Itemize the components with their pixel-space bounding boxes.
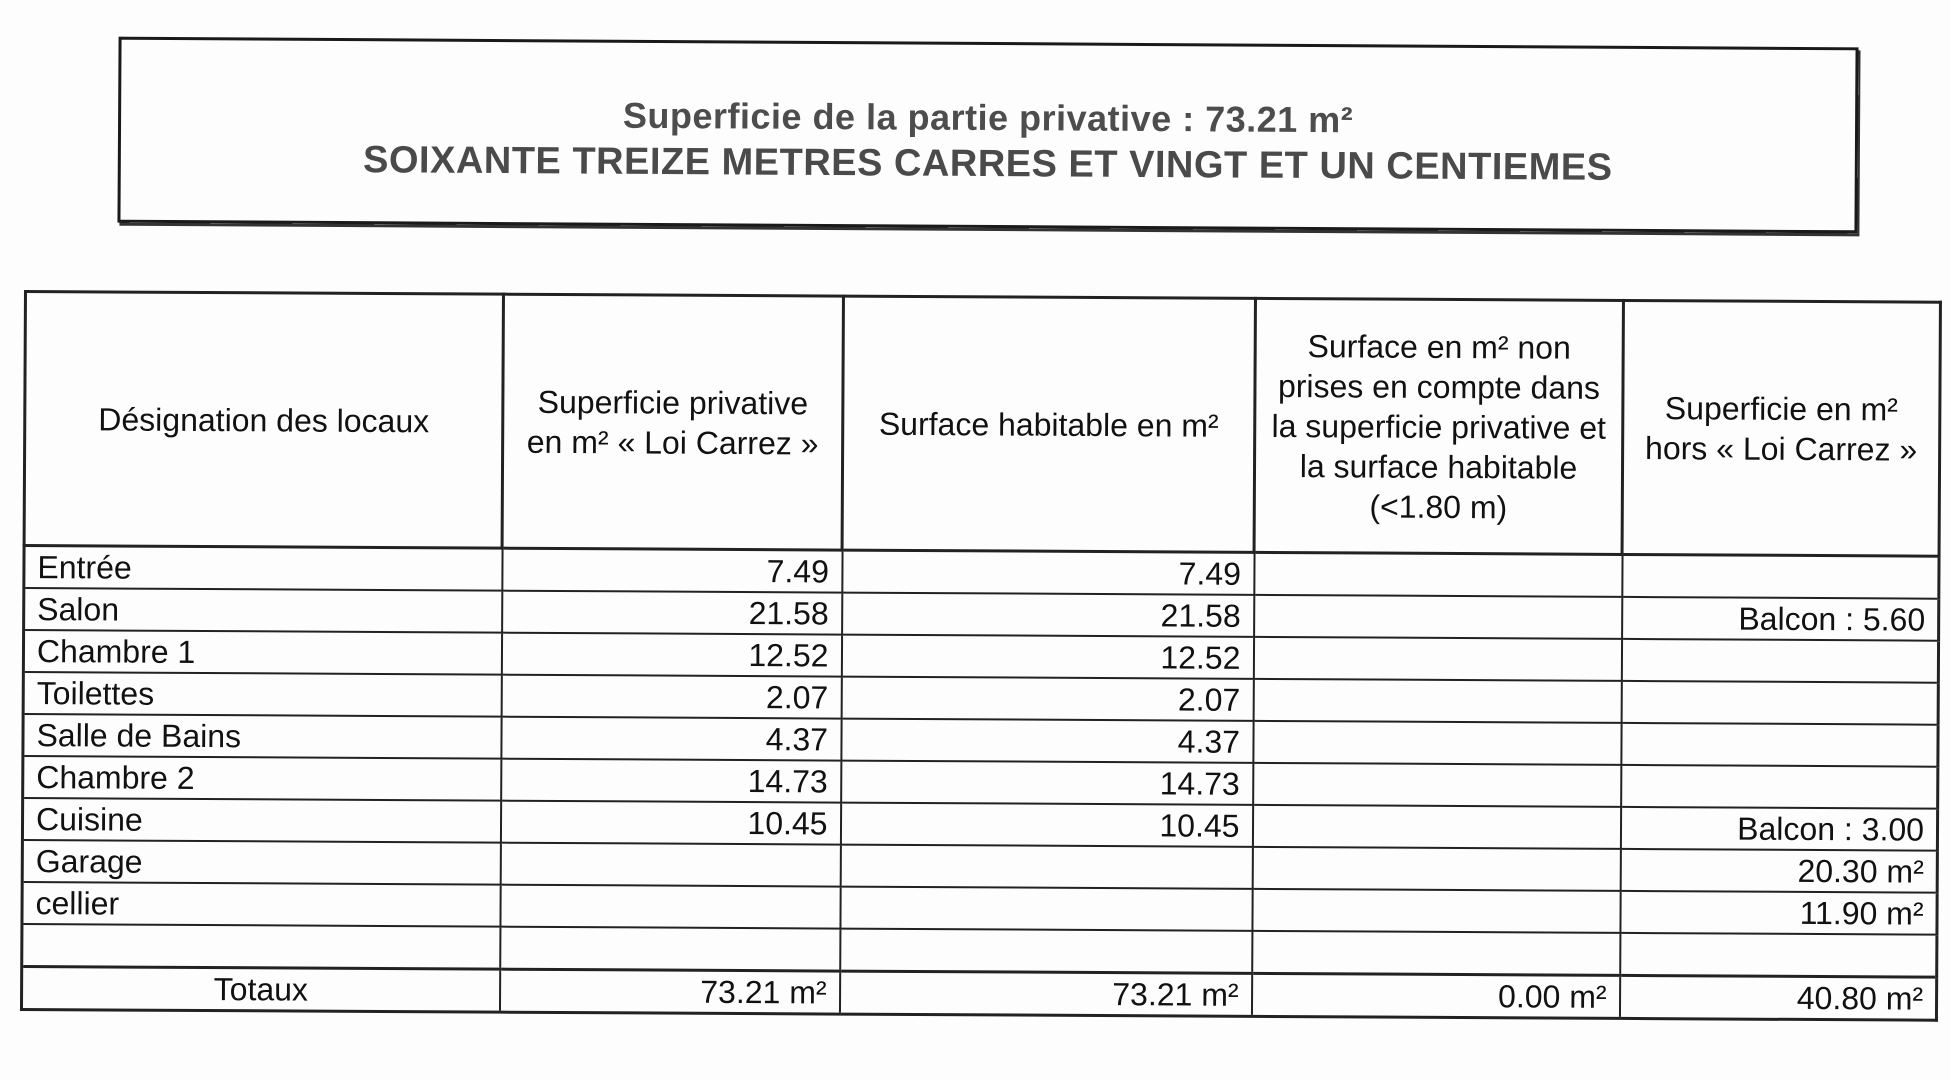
cell-hors-carrez bbox=[1620, 933, 1937, 977]
summary-title: Superficie de la partie privative : 73.21 m² bbox=[622, 94, 1354, 141]
total-non-prises: 0.00 m² bbox=[1251, 973, 1619, 1018]
summary-amount-in-words: SOIXANTE TREIZE METRES CARRES ET VINGT ET UN CENTIEMES bbox=[362, 139, 1613, 189]
cell-non-prises bbox=[1253, 721, 1621, 765]
cell-privative: 14.73 bbox=[501, 759, 841, 803]
cell-designation: Cuisine bbox=[22, 798, 500, 843]
column-header-superficie-privative: Superficie privative en m² « Loi Carrez » bbox=[502, 294, 843, 550]
cell-non-prises bbox=[1254, 552, 1622, 597]
cell-habitable: 2.07 bbox=[841, 677, 1253, 721]
cell-privative bbox=[500, 885, 840, 929]
column-header-non-prises: Surface en m² non prises en compte dans la superficie privative et la surface habitable (<1.80 m) bbox=[1254, 298, 1623, 554]
cell-habitable: 14.73 bbox=[841, 761, 1253, 805]
cell-habitable: 4.37 bbox=[841, 719, 1253, 763]
cell-habitable: 21.58 bbox=[842, 593, 1254, 637]
cell-hors-carrez bbox=[1621, 765, 1938, 809]
cell-privative: 12.52 bbox=[501, 633, 841, 677]
cell-privative: 10.45 bbox=[500, 801, 840, 845]
column-header-designation: Désignation des locaux bbox=[24, 292, 503, 549]
cell-designation: Garage bbox=[22, 840, 500, 885]
cell-hors-carrez bbox=[1621, 681, 1938, 725]
table-header-row bbox=[24, 292, 1940, 557]
cell-habitable: 7.49 bbox=[842, 550, 1254, 595]
cell-habitable bbox=[840, 929, 1252, 973]
total-hors-carrez: 40.80 m² bbox=[1619, 975, 1936, 1020]
cell-privative bbox=[500, 843, 840, 887]
cell-designation: Chambre 2 bbox=[23, 756, 501, 801]
cell-hors-carrez: Balcon : 3.00 bbox=[1620, 807, 1937, 851]
totals-label: Totaux bbox=[21, 966, 499, 1012]
cell-habitable bbox=[840, 887, 1252, 931]
cell-designation: Chambre 1 bbox=[23, 630, 501, 675]
cell-privative: 7.49 bbox=[502, 548, 842, 592]
surfaces-table-wrapper bbox=[20, 290, 1944, 1021]
cell-habitable bbox=[840, 845, 1252, 889]
column-header-surface-habitable: Surface habitable en m² bbox=[842, 296, 1255, 552]
cell-non-prises bbox=[1254, 595, 1622, 639]
cell-non-prises bbox=[1253, 763, 1621, 807]
cell-privative bbox=[500, 927, 840, 971]
cell-habitable: 10.45 bbox=[840, 803, 1252, 847]
column-header-hors-carrez: Superficie en m² hors « Loi Carrez » bbox=[1622, 300, 1940, 556]
surfaces-table bbox=[20, 290, 1942, 1021]
total-privative: 73.21 m² bbox=[499, 969, 839, 1014]
cell-designation bbox=[22, 924, 500, 969]
cell-privative: 2.07 bbox=[501, 675, 841, 719]
cell-designation: Entrée bbox=[24, 546, 502, 591]
cell-designation: Toilettes bbox=[23, 672, 501, 717]
cell-non-prises bbox=[1252, 889, 1620, 933]
cell-non-prises bbox=[1253, 679, 1621, 723]
cell-non-prises bbox=[1252, 931, 1620, 975]
cell-habitable: 12.52 bbox=[841, 635, 1253, 679]
cell-designation: cellier bbox=[22, 882, 500, 927]
total-habitable: 73.21 m² bbox=[839, 971, 1251, 1016]
cell-hors-carrez: 11.90 m² bbox=[1620, 891, 1937, 935]
cell-privative: 4.37 bbox=[501, 717, 841, 761]
cell-designation: Salle de Bains bbox=[23, 714, 501, 759]
cell-hors-carrez: 20.30 m² bbox=[1620, 849, 1937, 893]
cell-non-prises bbox=[1252, 805, 1620, 849]
cell-privative: 21.58 bbox=[502, 591, 842, 635]
cell-hors-carrez: Balcon : 5.60 bbox=[1622, 597, 1939, 641]
cell-hors-carrez bbox=[1622, 554, 1939, 598]
cell-non-prises bbox=[1252, 847, 1620, 891]
cell-hors-carrez bbox=[1621, 723, 1938, 767]
cell-hors-carrez bbox=[1621, 639, 1938, 683]
summary-box bbox=[117, 37, 1858, 234]
cell-non-prises bbox=[1253, 637, 1621, 681]
cell-designation: Salon bbox=[24, 588, 502, 633]
